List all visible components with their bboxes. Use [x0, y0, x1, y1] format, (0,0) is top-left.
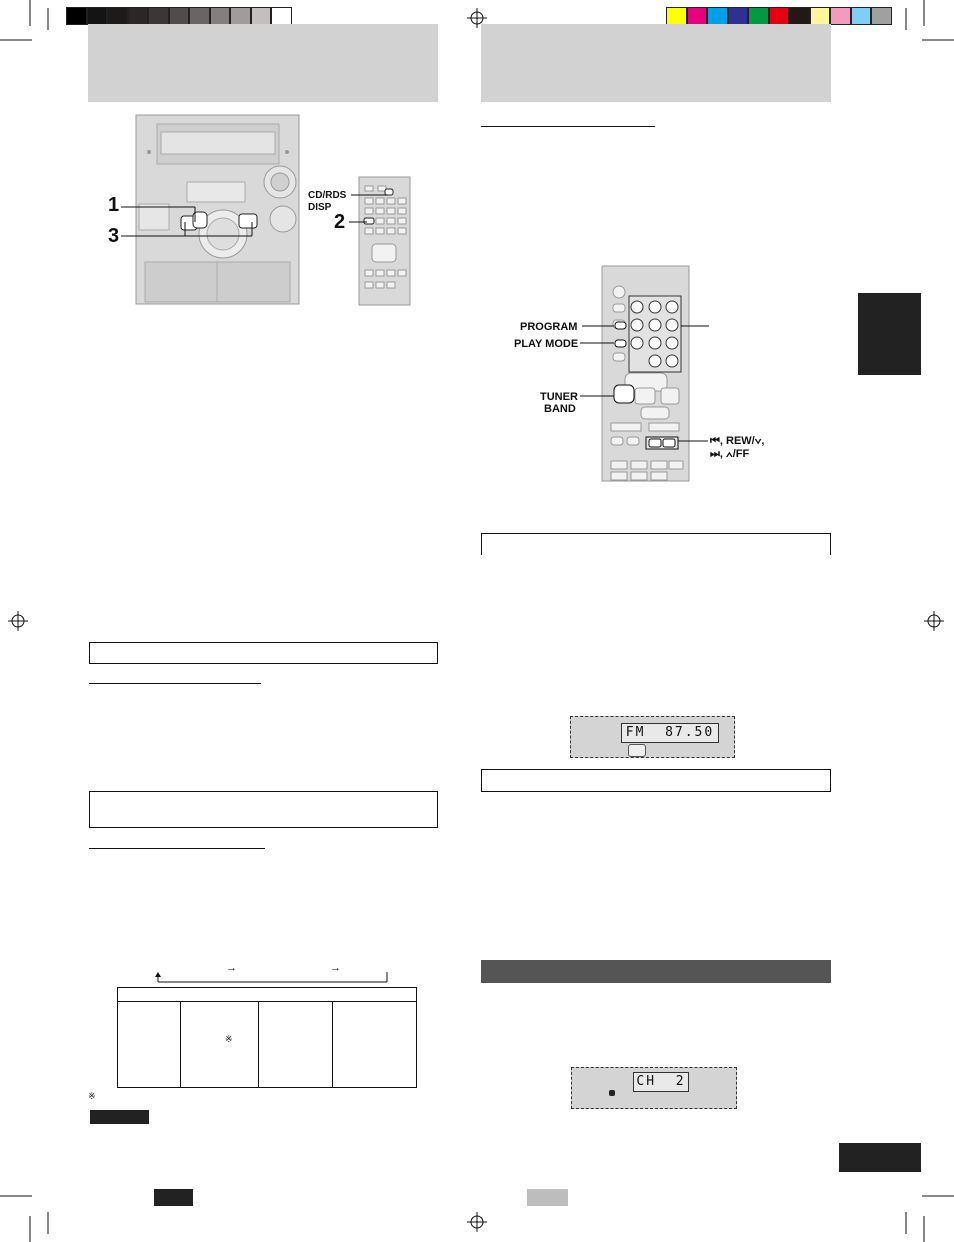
- section-heading-bar: [481, 960, 831, 983]
- right-section-header-box-1: [481, 533, 831, 555]
- table-footnote-mark: ※: [225, 1034, 233, 1044]
- right-underline-1: [481, 126, 655, 127]
- note-heading-bar: [90, 1110, 149, 1124]
- rew-label: ⏮, REW/∨,: [710, 435, 765, 447]
- tuner-label: TUNER: [540, 391, 578, 403]
- channel-readout: CH 2: [633, 1072, 689, 1092]
- fm-display-panel: [570, 716, 735, 758]
- cycle-flow-diagram: [150, 964, 395, 986]
- left-underline-2: [89, 848, 265, 849]
- language-side-tab: [858, 293, 921, 375]
- callout-number-3: 3: [108, 225, 120, 247]
- page-number-badge-left: [154, 1189, 193, 1206]
- left-section-header-box-2: [89, 791, 438, 828]
- flow-arrow-1-icon: →: [226, 962, 237, 974]
- fm-frequency-readout: FM 87.50: [621, 723, 719, 743]
- right-callout-lines: [0, 250, 954, 500]
- program-label: PROGRAM: [520, 321, 578, 333]
- page-corner-badge: [839, 1143, 921, 1172]
- left-underline-1: [89, 683, 261, 684]
- band-label: BAND: [544, 403, 576, 415]
- left-section-header-box-1: [89, 642, 438, 664]
- page-number-badge-right: [527, 1189, 568, 1206]
- cd-rds-label: CD/RDS: [308, 190, 347, 201]
- disp-label: DISP: [308, 202, 332, 213]
- mode-table: [117, 987, 418, 1089]
- channel-display-panel: [571, 1067, 737, 1109]
- ff-label: ⏭, ∧/FF: [710, 448, 750, 460]
- channel-indicator-icon: [609, 1090, 615, 1096]
- flow-arrow-2-icon: →: [330, 962, 341, 974]
- play-mode-label: PLAY MODE: [514, 338, 579, 350]
- footnote-mark: ※: [88, 1091, 96, 1101]
- callout-number-1: 1: [108, 194, 120, 216]
- callout-number-2: 2: [334, 211, 346, 233]
- stereo-indicator-icon: [628, 744, 646, 757]
- right-section-header-box-2: [481, 769, 831, 792]
